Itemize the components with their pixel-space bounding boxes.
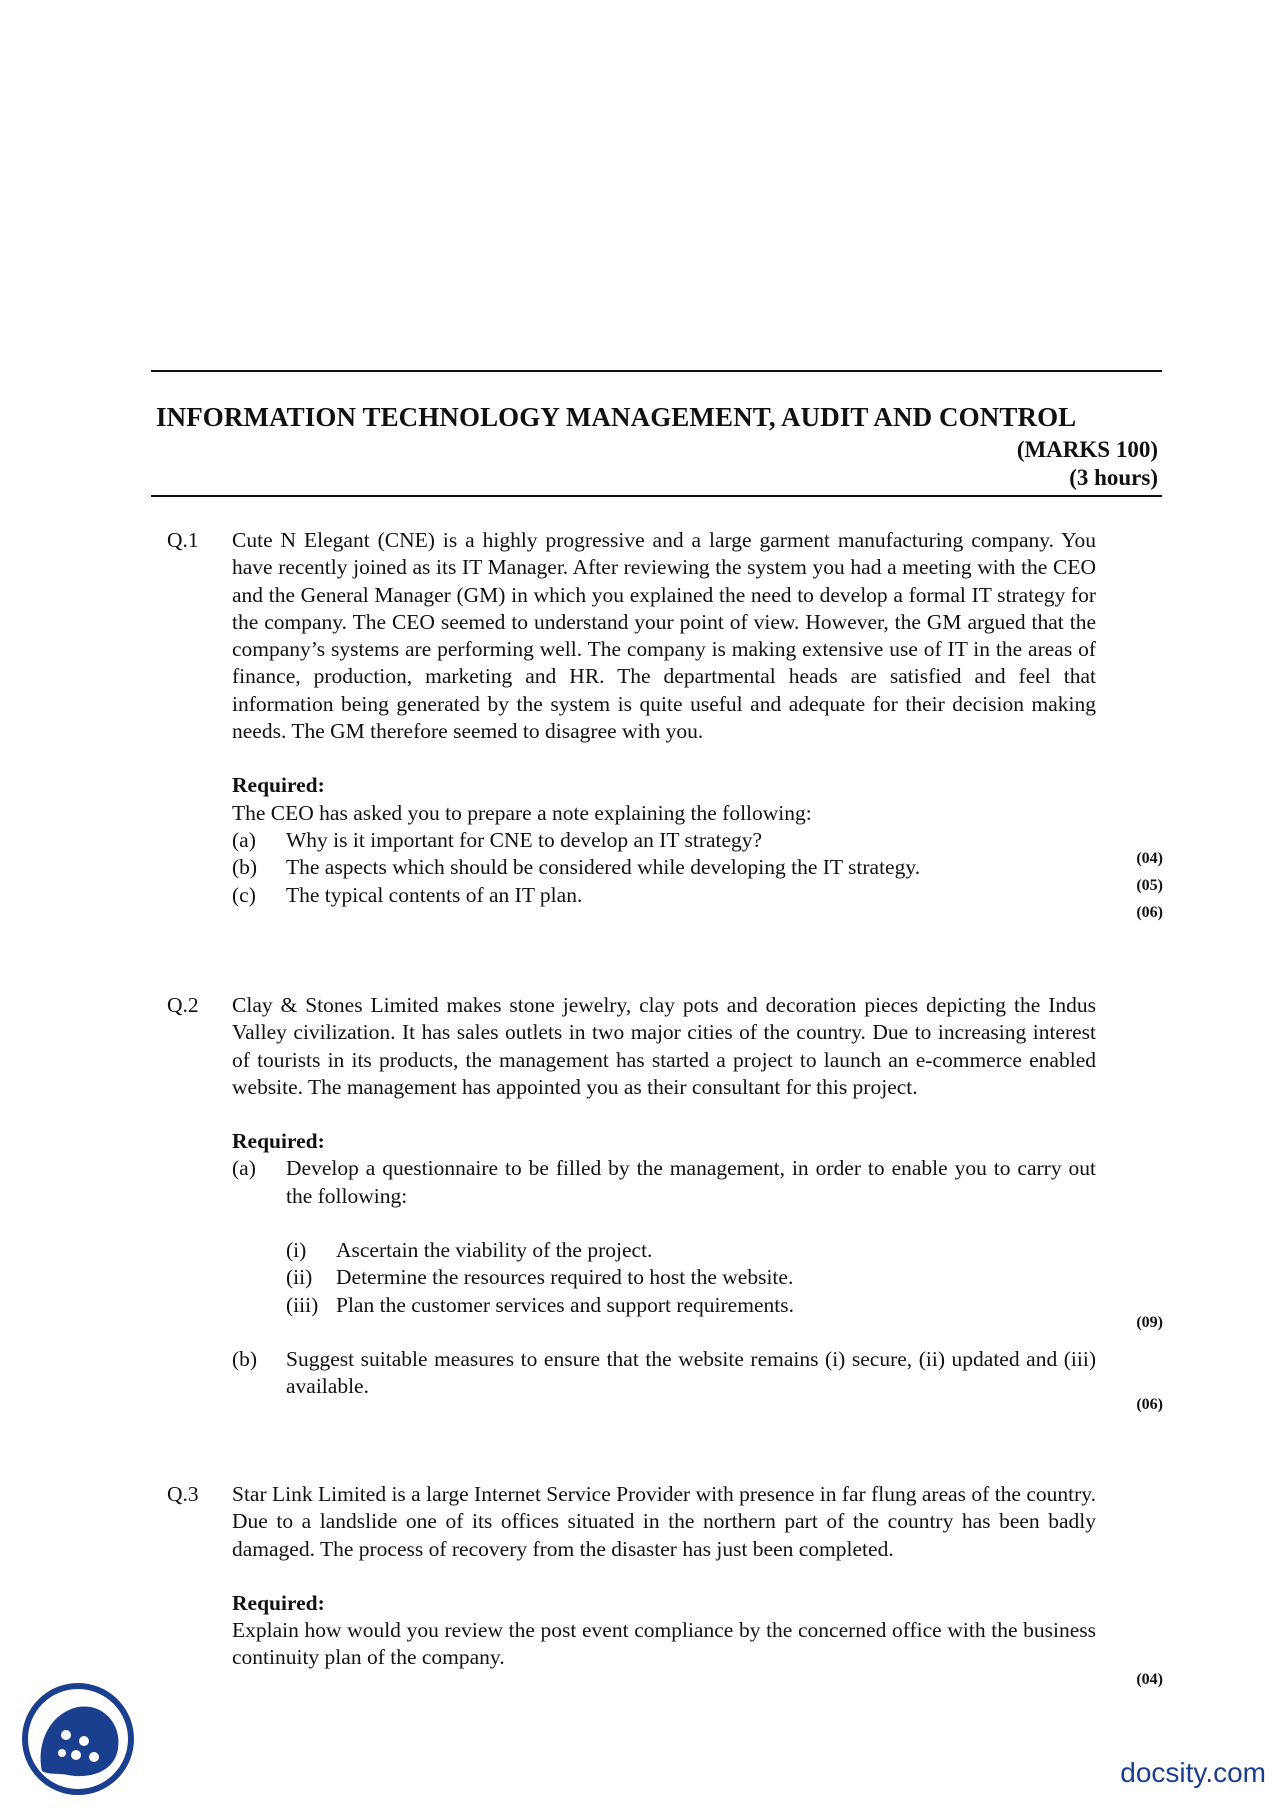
question-number: Q.2	[167, 993, 199, 1017]
duration: (3 hours)	[1069, 465, 1158, 490]
subpart	[286, 1264, 1096, 1291]
question-part	[232, 1346, 1096, 1401]
required-text: Explain how would you review the post event compliance by the concerned office with the business continuity plan of the company.	[232, 1618, 1096, 1670]
part-label: (b)	[232, 1346, 258, 1371]
question-1	[167, 527, 1167, 909]
subpart-label: (iii)	[286, 1292, 319, 1317]
subpart	[286, 1292, 1096, 1319]
header-bottom-rule	[151, 495, 1162, 497]
part-text: Why is it important for CNE to develop an IT strategy?	[286, 827, 763, 852]
part-label: (a)	[232, 1156, 256, 1181]
part-marks: (04)	[1136, 1671, 1163, 1688]
part-label: (c)	[232, 882, 256, 907]
part-text: The aspects which should be considered while developing the IT strategy.	[286, 855, 921, 880]
required-label: Required:	[232, 1590, 325, 1615]
part-marks: (05)	[1136, 877, 1163, 894]
part-marks: (09)	[1136, 1314, 1163, 1331]
part-label: (a)	[232, 827, 256, 852]
part-marks: (04)	[1136, 850, 1163, 867]
question-part	[232, 1155, 1096, 1210]
docsity-brand[interactable]: docsity.com	[1120, 1757, 1266, 1788]
question-text: Clay & Stones Limited makes stone jewelry, clay pots and decoration pieces depicting the Indus Valley civilization. It has sales outlets in two major cities of the country. Due to increasing interest of tourists in its products, the management has started a project to launch an e-commerce enabled website. The management has appointed you as their consultant for this project.	[232, 993, 1096, 1099]
required-label: Required:	[232, 773, 325, 798]
paper-title: INFORMATION TECHNOLOGY MANAGEMENT, AUDIT AND CONTROL	[156, 402, 1077, 432]
question-number: Q.1	[167, 528, 199, 552]
subpart-text: Plan the customer services and support requirements.	[336, 1292, 794, 1317]
question-part	[232, 827, 1096, 854]
subpart-text: Ascertain the viability of the project.	[336, 1238, 653, 1263]
part-label: (b)	[232, 855, 258, 880]
part-text: Develop a questionnaire to be filled by the management, in order to enable you to carry out the following:	[286, 1156, 1096, 1208]
header-top-rule	[151, 370, 1162, 372]
part-marks: (06)	[1136, 904, 1163, 921]
question-text: Cute N Elegant (CNE) is a highly progressive and a large garment manufacturing company. You have recently joined as its IT Manager. After reviewing the system you had a meeting with the CEO and the General Manager (GM) in which you explained the need to develop a formal IT strategy for the company. The CEO seemed to understand your point of view. However, the GM argued that the company’s systems are performing well. The company is making extensive use of IT in the areas of finance, production, marketing and HR. The departmental heads are satisfied and feel that information being generated by the system is quite useful and adequate for their decision making needs. The GM therefore seemed to disagree with you.	[232, 528, 1096, 744]
subpart	[286, 1237, 1096, 1264]
docsity-logo-icon	[22, 1683, 134, 1795]
required-label: Required:	[232, 1129, 325, 1154]
required-intro: The CEO has asked you to prepare a note explaining the following:	[232, 800, 812, 825]
question-3	[167, 1481, 1167, 1672]
question-part	[232, 854, 1096, 881]
subpart-label: (i)	[286, 1238, 307, 1263]
question-2	[167, 992, 1167, 1401]
part-text: Suggest suitable measures to ensure that the website remains (i) secure, (ii) updated and (iii) available.	[286, 1346, 1096, 1399]
subpart-text: Determine the resources required to host the website.	[336, 1265, 794, 1290]
total-marks: (MARKS 100)	[1016, 437, 1158, 462]
subpart-label: (ii)	[286, 1265, 313, 1290]
part-text: The typical contents of an IT plan.	[286, 882, 583, 907]
question-part	[232, 882, 1096, 909]
question-text: Star Link Limited is a large Internet Service Provider with presence in far flung areas of the country. Due to a landslide one of its offices situated in the northern part of the country has been badly damaged. The process of recovery from the disaster has just been completed.	[232, 1482, 1096, 1561]
part-marks: (06)	[1136, 1396, 1163, 1413]
question-number: Q.3	[167, 1482, 199, 1506]
